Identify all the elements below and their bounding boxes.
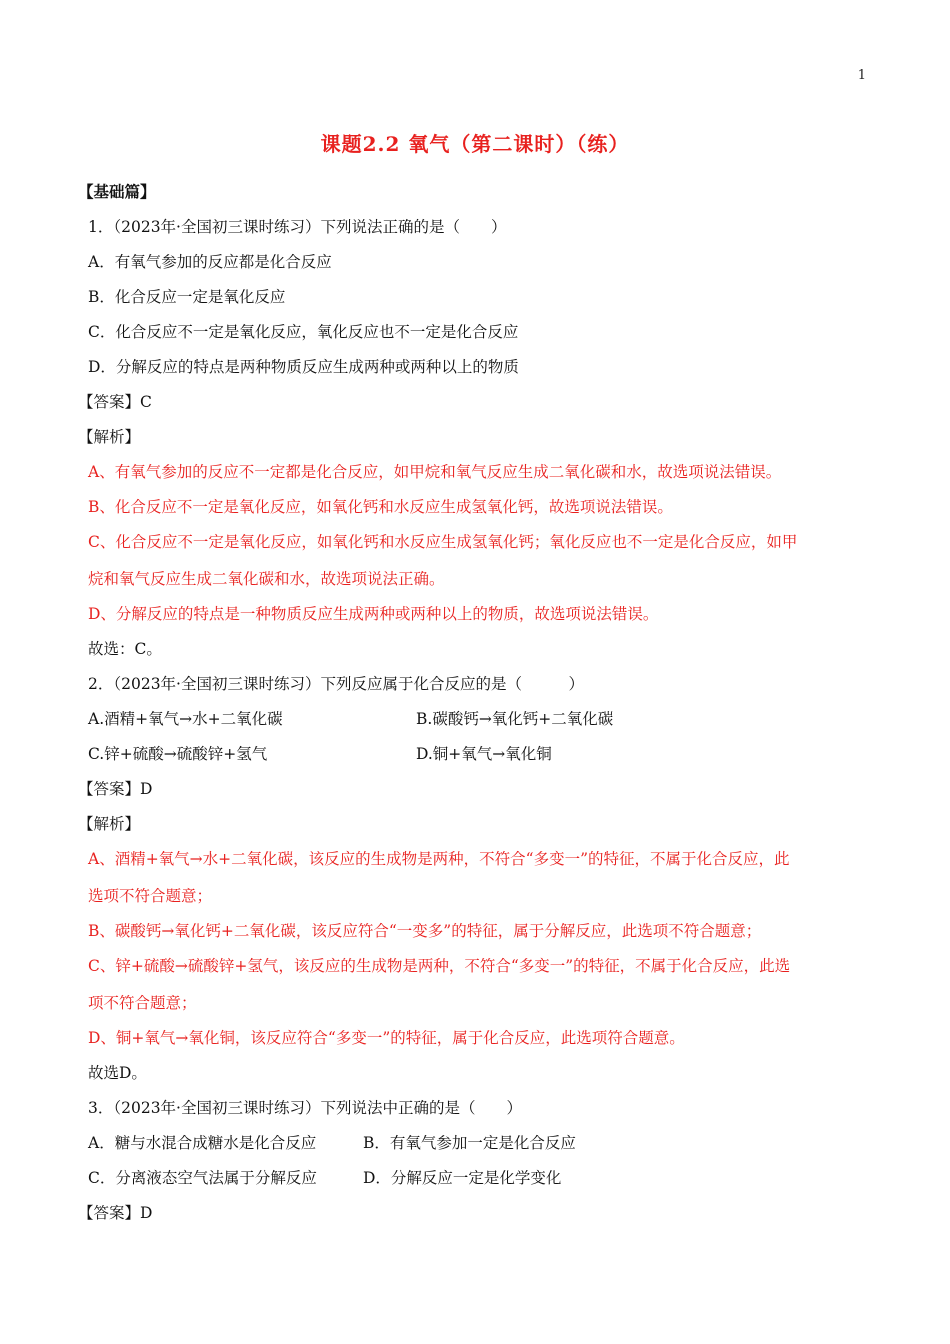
question-1-option-d: D．分解反应的特点是两种物质反应生成两种或两种以上的物质 bbox=[88, 358, 519, 376]
question-2-option-a: A.酒精+氧气→水+二氧化碳 bbox=[88, 710, 283, 728]
question-1-analysis-line: C、化合反应不一定是氧化反应，如氧化钙和水反应生成氢氧化钙；氧化反应也不一定是化合反应，如甲 bbox=[88, 533, 798, 551]
question-2-analysis-line: B、碳酸钙→氧化钙+二氧化碳，该反应符合“一变多”的特征，属于分解反应，此选项不符合题意； bbox=[88, 922, 762, 940]
question-1-option-c: C．化合反应不一定是氧化反应，氧化反应也不一定是化合反应 bbox=[88, 323, 519, 341]
question-2-analysis-line: A、酒精+氧气→水+二氧化碳，该反应的生成物是两种，不符合“多变一”的特征，不属于化合反应，此 bbox=[88, 850, 790, 868]
question-2-conclusion: 故选D。 bbox=[88, 1064, 147, 1082]
question-2-analysis-line: C、锌+硫酸→硫酸锌+氢气，该反应的生成物是两种，不符合“多变一”的特征，不属于化合反应，此选 bbox=[88, 957, 791, 975]
question-3-answer: 【答案】D bbox=[78, 1204, 153, 1222]
page-title: 课题2.2 氧气（第二课时）（练） bbox=[320, 132, 630, 156]
question-1-conclusion: 故选：C。 bbox=[88, 640, 162, 658]
question-2-analysis-line: 项不符合题意； bbox=[88, 994, 197, 1012]
question-3-options-row-2 bbox=[88, 1164, 868, 1199]
question-2-options-row-2 bbox=[88, 740, 868, 775]
question-3-options-row-1 bbox=[88, 1129, 868, 1164]
section-heading: 【基础篇】 bbox=[78, 182, 156, 201]
question-3-stem: 3．（2023年·全国初三课时练习）下列说法中正确的是（ ） bbox=[88, 1099, 522, 1117]
question-2-option-c: C.锌+硫酸→硫酸锌+氢气 bbox=[88, 745, 268, 763]
question-3-option-d: D．分解反应一定是化学变化 bbox=[363, 1169, 562, 1187]
question-1-answer: 【答案】C bbox=[78, 393, 152, 411]
question-3-option-a: A．糖与水混合成糖水是化合反应 bbox=[88, 1134, 317, 1152]
question-2-analysis-line: D、铜+氧气→氧化铜，该反应符合“多变一”的特征，属于化合反应，此选项符合题意。 bbox=[88, 1029, 685, 1047]
question-2-option-b: B.碳酸钙→氧化钙+二氧化碳 bbox=[416, 710, 614, 728]
document-body bbox=[78, 178, 868, 1234]
page-number: 1 bbox=[857, 68, 866, 83]
question-2-analysis-label: 【解析】 bbox=[78, 815, 141, 833]
question-1-analysis-label: 【解析】 bbox=[78, 428, 141, 446]
question-2-stem: 2．（2023年·全国初三课时练习）下列反应属于化合反应的是（ ） bbox=[88, 675, 584, 693]
question-1-option-b: B．化合反应一定是氧化反应 bbox=[88, 288, 286, 306]
question-2-option-d: D.铜+氧气→氧化铜 bbox=[416, 745, 552, 763]
question-1-analysis-line: D、分解反应的特点是一种物质反应生成两种或两种以上的物质，故选项说法错误。 bbox=[88, 605, 659, 623]
question-3-option-b: B．有氧气参加一定是化合反应 bbox=[363, 1134, 576, 1152]
question-1-analysis-line: 烷和氧气反应生成二氧化碳和水，故选项说法正确。 bbox=[88, 570, 445, 588]
question-3-option-c: C．分离液态空气法属于分解反应 bbox=[88, 1169, 317, 1187]
question-1-analysis-line: B、化合反应不一定是氧化反应，如氧化钙和水反应生成氢氧化钙，故选项说法错误。 bbox=[88, 498, 673, 516]
question-2-options-row-1 bbox=[88, 705, 868, 740]
question-1-analysis-line: A、有氧气参加的反应不一定都是化合反应，如甲烷和氧气反应生成二氧化碳和水，故选项说法错误。 bbox=[88, 463, 782, 481]
question-1-stem: 1．（2023年·全国初三课时练习）下列说法正确的是（ ） bbox=[88, 218, 507, 236]
question-2-answer: 【答案】D bbox=[78, 780, 153, 798]
question-2-analysis-line: 选项不符合题意； bbox=[88, 887, 213, 905]
question-1-option-a: A．有氧气参加的反应都是化合反应 bbox=[88, 253, 332, 271]
